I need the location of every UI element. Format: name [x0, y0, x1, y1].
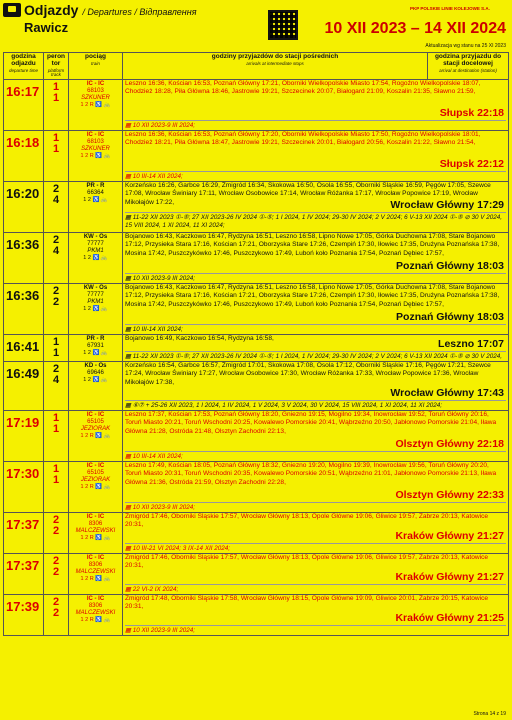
validity-dates: ⑥⑦ + 25-26 XII 2023, 1 I 2024, 1 IV 2024, 1 V 2024, 3 V 2024, 30 V 2024, 15 VIII 2024, 1 XI 2024, 11 XI 2024;: [132, 402, 442, 410]
train-amenities-icon: 1 2 ♿ 🚲: [83, 349, 108, 356]
destination: Kraków Główny 21:27: [395, 570, 504, 583]
platform-number: 1: [52, 412, 60, 425]
route-cell: [123, 284, 509, 335]
train-name: PKM1: [87, 298, 104, 305]
departure-row: [4, 80, 509, 131]
validity-range: 10 XII 2023 – 14 XII 2024: [324, 20, 506, 37]
intermediate-stops: Żmigród 17:48, Oborniki Śląskie 17:58, Wrocław Główny 18:15, Opole Główne 19:09, Gliwice 20:01, Zabrze 20:15, Katowice 20:31,: [125, 595, 489, 611]
departure-time: 16:41: [4, 335, 44, 362]
departure-row: [4, 554, 509, 595]
platform-number: 2: [52, 285, 60, 298]
platform-track: [44, 554, 69, 595]
track-number: 2: [52, 607, 60, 620]
departure-row: [4, 462, 509, 513]
route-cell: [123, 362, 509, 411]
train-amenities-icon: 1 2 R ♿ 🚲: [80, 575, 111, 582]
route-cell: [123, 513, 509, 554]
platform-number: 1: [52, 132, 60, 145]
departure-time: 16:36: [4, 284, 44, 335]
platform-track: [44, 462, 69, 513]
train-name: PKM1: [87, 247, 104, 254]
page-number: Strona 14 z 19: [473, 711, 506, 717]
qr-code[interactable]: [268, 10, 298, 40]
departure-row: [4, 284, 509, 335]
calendar-note: [125, 212, 506, 232]
route-cell: [123, 554, 509, 595]
train-category: IC - IC: [86, 555, 105, 562]
departure-row: [4, 233, 509, 284]
train-amenities-icon: 1 2 R ♿ 🚲: [80, 152, 111, 159]
intermediate-stops: Żmigród 17:46, Oborniki Śląskie 17:57, Wrocław Główny 18:13, Opole Główne 19:06, Gliwice 19:57, Zabrze 20:13, Katowice 20:31,: [125, 513, 489, 529]
platform-number: 1: [52, 463, 60, 476]
calendar-icon: ▦: [125, 122, 133, 130]
header-time: godzina odjazdu departure time: [4, 53, 44, 80]
calendar-icon: ▦: [125, 504, 133, 512]
update-note: Aktualizacja wg stanu na 25 XI 2023: [425, 43, 506, 49]
train-name: MALCZEWSKI: [75, 609, 116, 616]
title-text: Odjazdy: [24, 2, 79, 18]
departures-table: [3, 52, 509, 636]
platform-track: [44, 335, 69, 362]
platform-track: [44, 513, 69, 554]
destination: Poznań Główny 18:03: [396, 310, 504, 323]
departure-time: 16:36: [4, 233, 44, 284]
validity-dates: 11-22 XII 2023 ①-⑤; 27 XII 2023-26 IV 2024 ①-⑤; 1 I 2024, 1 IV 2024; 29-30 IV 2024; 2 V 2024; 6 V-13 XII 2024 ①-⑤ ⊘ 30 V 2024,: [132, 353, 502, 361]
train-amenities-icon: 1 2 ♿ 🚲: [83, 254, 108, 261]
validity-dates: 22 VI-2 IX 2024;: [132, 586, 179, 594]
intermediate-stops: Korzeńsko 16:54, Garbce 16:57, Żmigród 17:01, Skokowa 17:08, Osola 17:12, Oborniki Śląskie 17:16, Pęgów 17:21, Szewce 17:24, Wrocław Świniary 17:27, Wrocław Osobowice 17:30, Wrocław Różanka 17:33, Wrocław Popowice 17:36, Wrocław Mikołajów 17:38,: [125, 362, 491, 386]
train-name: SZKUNER: [81, 145, 110, 152]
train-number: 68103: [87, 87, 104, 94]
departure-time: 17:30: [4, 462, 44, 513]
train-name: MALCZEWSKI: [75, 527, 116, 534]
platform-number: 2: [52, 363, 60, 376]
train-name: SZKUNER: [81, 94, 110, 101]
validity-dates: 10 III-14 XII 2024;: [132, 453, 183, 461]
train-info: [69, 595, 123, 636]
platform-track: [44, 362, 69, 411]
departure-time: 17:39: [4, 595, 44, 636]
calendar-note: [125, 584, 506, 594]
route-cell: [123, 80, 509, 131]
header-train: pociąg train: [69, 53, 123, 80]
train-info: [69, 411, 123, 462]
train-amenities-icon: 1 2 ♿ 🚲: [83, 305, 108, 312]
calendar-icon: ▦: [125, 173, 133, 181]
departure-time: 17:19: [4, 411, 44, 462]
track-number: 4: [52, 194, 60, 207]
calendar-icon: ▦: [125, 275, 133, 283]
train-amenities-icon: 1 2 R ♿ 🚲: [80, 432, 111, 439]
calendar-note: [125, 324, 506, 334]
intermediate-stops: Żmigród 17:46, Oborniki Śląskie 17:57, Wrocław Główny 18:13, Opole Główne 19:06, Gliwice 19:57, Zabrze 20:13, Katowice 20:31,: [125, 554, 489, 570]
train-name: JEZIORAK: [80, 476, 111, 483]
train-info: [69, 335, 123, 362]
train-number: 69646: [87, 369, 104, 376]
train-amenities-icon: 1 2 R ♿ 🚲: [80, 483, 111, 490]
train-category: IC - IC: [86, 81, 105, 88]
train-info: [69, 362, 123, 411]
departure-time: 16:17: [4, 80, 44, 131]
train-category: KW - Os: [83, 285, 108, 292]
intermediate-stops: Leszno 16:36, Kościan 16:53, Poznań Główny 17:20, Oborniki Wielkopolskie Miasto 17:50, Rogoźno Wielkopolskie 18:01, Chodzież 18:21, Piła Główna 18:47, Jastrowie 19:21, Szczecinek 20:01, Białogard 20:56, Koszalin 21:22, Sławno 21:54,: [125, 131, 481, 147]
calendar-note: [125, 273, 506, 283]
destination: Wrocław Główny 17:43: [390, 386, 504, 399]
track-number: 4: [52, 374, 60, 387]
track-number: 4: [52, 245, 60, 258]
calendar-icon: ▦: [125, 353, 133, 361]
train-category: IC - IC: [86, 596, 105, 603]
departure-row: [4, 513, 509, 554]
destination: Wrocław Główny 17:29: [390, 198, 504, 211]
train-number: 68103: [87, 138, 104, 145]
platform-number: 2: [52, 596, 60, 609]
destination: Leszno 17:07: [438, 337, 504, 350]
track-number: 1: [52, 423, 60, 436]
train-amenities-icon: 1 2 R ♿ 🚲: [80, 616, 111, 623]
departure-row: [4, 182, 509, 233]
platform-track: [44, 131, 69, 182]
departure-row: [4, 362, 509, 411]
train-number: 65105: [87, 469, 104, 476]
train-info: [69, 80, 123, 131]
validity-dates: 10 XII 2023-9 III 2024;: [132, 627, 196, 635]
destination: Słupsk 22:18: [439, 106, 504, 119]
calendar-note: [125, 351, 506, 361]
track-number: 1: [52, 92, 60, 105]
route-cell: [123, 233, 509, 284]
header-destination: godzina przyjazdu do stacji docelowej arrival at destination (station): [428, 53, 509, 80]
calendar-note: [125, 502, 506, 512]
train-category: KW - Os: [83, 234, 108, 241]
destination: Olsztyn Główny 22:18: [395, 437, 504, 450]
train-category: IC - IC: [86, 514, 105, 521]
departure-row: [4, 335, 509, 362]
calendar-icon: ▦: [125, 586, 133, 594]
train-info: [69, 131, 123, 182]
calendar-icon: ▦: [125, 453, 133, 461]
train-amenities-icon: 1 2 ♿ 🚲: [83, 196, 108, 203]
train-amenities-icon: 1 2 R ♿ 🚲: [80, 101, 111, 108]
intermediate-stops: Leszno 16:36, Kościan 16:53, Poznań Główny 17:21, Oborniki Wielkopolskie Miasto 17:54, Rogoźno Wielkopolskie 18:07, Chodzież 18:28, Piła Główna 18:46, Jastrowie 19:21, Szczecinek 20:07, Białogard 21:09, Koszalin 21:35, Sławno 21:59,: [125, 80, 481, 96]
calendar-icon: ▦: [125, 402, 133, 410]
intermediate-stops: Leszno 17:49, Kościan 18:05, Poznań Główny 18:32, Gniezno 19:20, Mogilno 19:39, Inowrocław 19:56, Toruń Główny 20:20, Toruń Miasto 20:31, Toruń Wschodni 20:35, Kowalewo Pomorskie 20:51, Wąbrzeźno 21:01, Jabłonowo Pomorskie 21:13, Iława Główna 21:36, Ostróda 21:59, Olsztyn Zachodni 22:28,: [125, 462, 497, 486]
intermediate-stops: Bojanowo 16:43, Kaczkowo 16:47, Rydzyna 16:51, Leszno 16:58, Lipno Nowe 17:05, Górka Duchowna 17:08, Stare Bojanowo 17:12, Przysieka Stara 17:16, Kościan 17:21, Oborzyska Stare 17:26, Czempiń 17:30, Iłowiec 17:35, Drużyna Poznańska 17:38, Mosina 17:42, Puszczykówko 17:46, Puszczykowo 17:49, Luboń koło Poznania 17:54, Poznań Dębiec 17:57,: [125, 284, 500, 308]
calendar-note: [125, 543, 506, 553]
train-info: [69, 462, 123, 513]
header-platform: peron tor platform track: [44, 53, 69, 80]
route-cell: [123, 462, 509, 513]
calendar-note: [125, 400, 506, 410]
table-header: [4, 53, 509, 80]
train-category: KD - Os: [84, 363, 107, 370]
train-amenities-icon: 1 2 ♿ 🚲: [83, 376, 108, 383]
train-number: 77777: [87, 240, 104, 247]
destination: Olsztyn Główny 22:33: [395, 488, 504, 501]
departure-time: 16:20: [4, 182, 44, 233]
validity-dates: 10 III-21 VI 2024; 3 IX-14 XII 2024;: [132, 545, 231, 553]
platform-track: [44, 284, 69, 335]
calendar-note: [125, 120, 506, 130]
header: [0, 0, 512, 52]
destination: Kraków Główny 21:25: [395, 611, 504, 624]
train-category: IC - IC: [86, 412, 105, 419]
train-category: PR - R: [86, 336, 105, 343]
train-number: 65105: [87, 418, 104, 425]
train-number: 8306: [88, 602, 103, 609]
validity-dates: 11-22 XII 2023 ①-⑤; 27 XII 2023-26 IV 2024 ①-⑤; 1 I 2024, 1 IV 2024; 29-30 IV 2024; 2 V 2024; 6 V-13 XII 2024 ①-⑤ ⊘ 30 V 2024, 15 VIII 2024, 1 XI 2024, 11 XI 2024;: [125, 214, 502, 230]
destination: Słupsk 22:12: [439, 157, 504, 170]
intermediate-stops: Bojanowo 16:49, Kaczkowo 16:54, Rydzyna 16:58,: [125, 335, 274, 343]
departure-time: 16:49: [4, 362, 44, 411]
departure-row: [4, 595, 509, 636]
departure-time: 17:37: [4, 554, 44, 595]
train-number: 8306: [88, 520, 103, 527]
track-number: 2: [52, 566, 60, 579]
train-number: 66364: [87, 189, 104, 196]
departures-body: [4, 80, 509, 636]
validity-dates: 10 XII 2023-9 III 2024;: [132, 275, 196, 283]
train-info: [69, 513, 123, 554]
calendar-icon: ▦: [125, 627, 133, 635]
departure-row: [4, 131, 509, 182]
calendar-note: [125, 625, 506, 635]
platform-number: 2: [52, 234, 60, 247]
train-number: 8306: [88, 561, 103, 568]
platform-number: 1: [52, 81, 60, 94]
destination: Poznań Główny 18:03: [396, 259, 504, 272]
platform-track: [44, 411, 69, 462]
platform-track: [44, 80, 69, 131]
track-number: 2: [52, 525, 60, 538]
intermediate-stops: Leszno 17:37, Kościan 17:53, Poznań Główny 18:20, Gniezno 19:15, Mogilno 19:34, Inowrocław 19:52, Toruń Główny 20:16, Toruń Miasto 20:21, Toruń Wschodni 20:25, Kowalewo Pomorskie 20:41, Wąbrzeźno 20:50, Jabłonowo Pomorskie 21:04, Iława Główna 21:28, Ostróda 21:48, Olsztyn Zachodni 22:13,: [125, 411, 497, 435]
train-category: IC - IC: [86, 132, 105, 139]
destination: Kraków Główny 21:27: [395, 529, 504, 542]
route-cell: [123, 411, 509, 462]
platform-number: 1: [52, 336, 60, 349]
train-info: [69, 233, 123, 284]
platform-number: 2: [52, 183, 60, 196]
platform-number: 2: [52, 514, 60, 527]
platform-number: 2: [52, 555, 60, 568]
train-name: JEZIORAK: [80, 425, 111, 432]
train-info: [69, 554, 123, 595]
validity-dates: 10 XII 2023-9 III 2024;: [132, 504, 196, 512]
calendar-note: [125, 171, 506, 181]
calendar-icon: ▦: [125, 545, 133, 553]
intermediate-stops: Korzeńsko 16:26, Garbce 16:29, Żmigród 16:34, Skokowa 16:50, Osola 16:55, Oborniki Śląskie 16:59, Pęgów 17:05, Szewce 17:08, Wrocław Świniary 17:11, Wrocław Osobowice 17:14, Wrocław Różanka 17:17, Wrocław Popowice 17:19, Wrocław Mikołajów 17:22,: [125, 182, 491, 206]
track-number: 1: [52, 347, 60, 360]
departure-row: [4, 411, 509, 462]
track-number: 2: [52, 296, 60, 309]
train-amenities-icon: 1 2 R ♿ 🚲: [80, 534, 111, 541]
station-name: Rawicz: [24, 20, 69, 35]
validity-dates: 10 III-14 XII 2024;: [132, 326, 183, 334]
header-stops: godziny przyjazdów do stacji pośrednich arrivals at intermediate stops: [123, 53, 428, 80]
validity-dates: 10 III-14 XII 2024;: [132, 173, 183, 181]
intermediate-stops: Bojanowo 16:43, Kaczkowo 16:47, Rydzyna 16:51, Leszno 16:58, Lipno Nowe 17:05, Górka Duchowna 17:08, Stare Bojanowo 17:12, Przysieka Stara 17:16, Kościan 17:21, Oborzyska Stare 17:26, Czempiń 17:30, Iłowiec 17:35, Drużyna Poznańska 17:38, Mosina 17:42, Puszczykówko 17:46, Puszczykowo 17:49, Luboń koło Poznania 17:54, Poznań Dębiec 17:57,: [125, 233, 500, 257]
route-cell: [123, 335, 509, 362]
calendar-note: [125, 451, 506, 461]
route-cell: [123, 131, 509, 182]
validity-dates: 10 XII 2023-9 III 2024;: [132, 122, 196, 130]
platform-track: [44, 595, 69, 636]
train-category: PR - R: [86, 183, 105, 190]
departure-time: 17:37: [4, 513, 44, 554]
track-number: 1: [52, 474, 60, 487]
title-translations: / Departures / Відправлення: [82, 7, 197, 17]
departure-time: 16:18: [4, 131, 44, 182]
page-title: [24, 2, 197, 18]
calendar-icon: ▦: [125, 326, 133, 334]
track-number: 1: [52, 143, 60, 156]
pkp-logo-icon: [3, 3, 21, 17]
platform-track: [44, 233, 69, 284]
route-cell: [123, 182, 509, 233]
route-cell: [123, 595, 509, 636]
train-number: 67931: [87, 342, 104, 349]
train-info: [69, 182, 123, 233]
train-info: [69, 284, 123, 335]
operator-logo: PKP POLSKIE LINIE KOLEJOWE S.A.: [410, 6, 490, 11]
train-category: IC - IC: [86, 463, 105, 470]
platform-track: [44, 182, 69, 233]
calendar-icon: ▦: [125, 214, 133, 222]
train-name: MALCZEWSKI: [75, 568, 116, 575]
train-number: 77777: [87, 291, 104, 298]
